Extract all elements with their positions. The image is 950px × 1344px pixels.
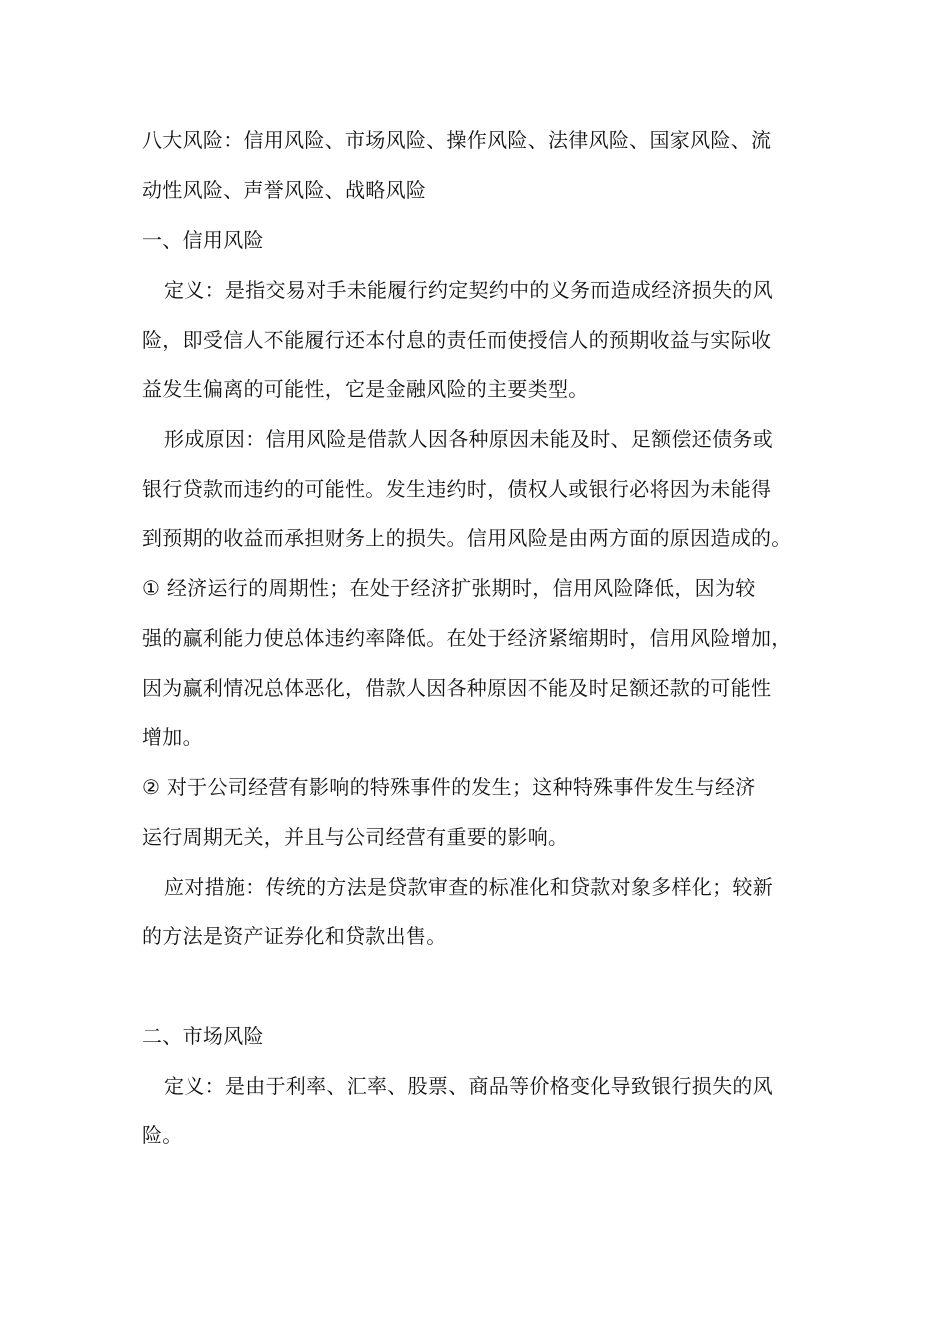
causes-paragraph-line: 到预期的收益而承担财务上的损失。信用风险是由两方面的原因造成的。	[142, 526, 792, 550]
point-one-line: ① 经济运行的周期性；在处于经济扩张期时，信用风险降低，因为较	[142, 576, 756, 600]
point-two-line: 运行周期无关，并且与公司经营有重要的影响。	[142, 825, 569, 849]
definition-paragraph-line: 定义：是指交易对手未能履行约定契约中的义务而造成经济损失的风	[164, 278, 773, 302]
section-heading-credit-risk: 一、信用风险	[142, 228, 264, 252]
intro-line: 八大风险：信用风险、市场风险、操作风险、法律风险、国家风险、流	[142, 128, 772, 152]
measures-paragraph-line: 应对措施：传统的方法是贷款审查的标准化和贷款对象多样化；较新	[164, 875, 773, 899]
measures-paragraph-line: 的方法是资产证券化和贷款出售。	[142, 924, 447, 948]
intro-line: 动性风险、声誉风险、战略风险	[142, 178, 427, 202]
definition-paragraph-line: 益发生偏离的可能性，它是金融风险的主要类型。	[142, 377, 589, 401]
causes-paragraph-line: 银行贷款而违约的可能性。发生违约时，债权人或银行必将因为未能得	[142, 477, 772, 501]
point-one-line: 因为赢利情况总体恶化，借款人因各种原因不能及时足额还款的可能性	[142, 676, 772, 700]
point-two-line: ② 对于公司经营有影响的特殊事件的发生；这种特殊事件发生与经济	[142, 775, 756, 799]
point-one-line: 强的赢利能力使总体违约率降低。在处于经济紧缩期时，信用风险增加，	[142, 626, 792, 650]
market-definition-line: 险。	[142, 1123, 183, 1147]
point-one-line: 增加。	[142, 725, 203, 749]
definition-paragraph-line: 险，即受信人不能履行还本付息的责任而使授信人的预期收益与实际收	[142, 328, 772, 352]
causes-paragraph-line: 形成原因：信用风险是借款人因各种原因未能及时、足额偿还债务或	[164, 427, 773, 451]
section-heading-market-risk: 二、市场风险	[142, 1024, 264, 1048]
market-definition-line: 定义：是由于利率、汇率、股票、商品等价格变化导致银行损失的风	[164, 1074, 773, 1098]
